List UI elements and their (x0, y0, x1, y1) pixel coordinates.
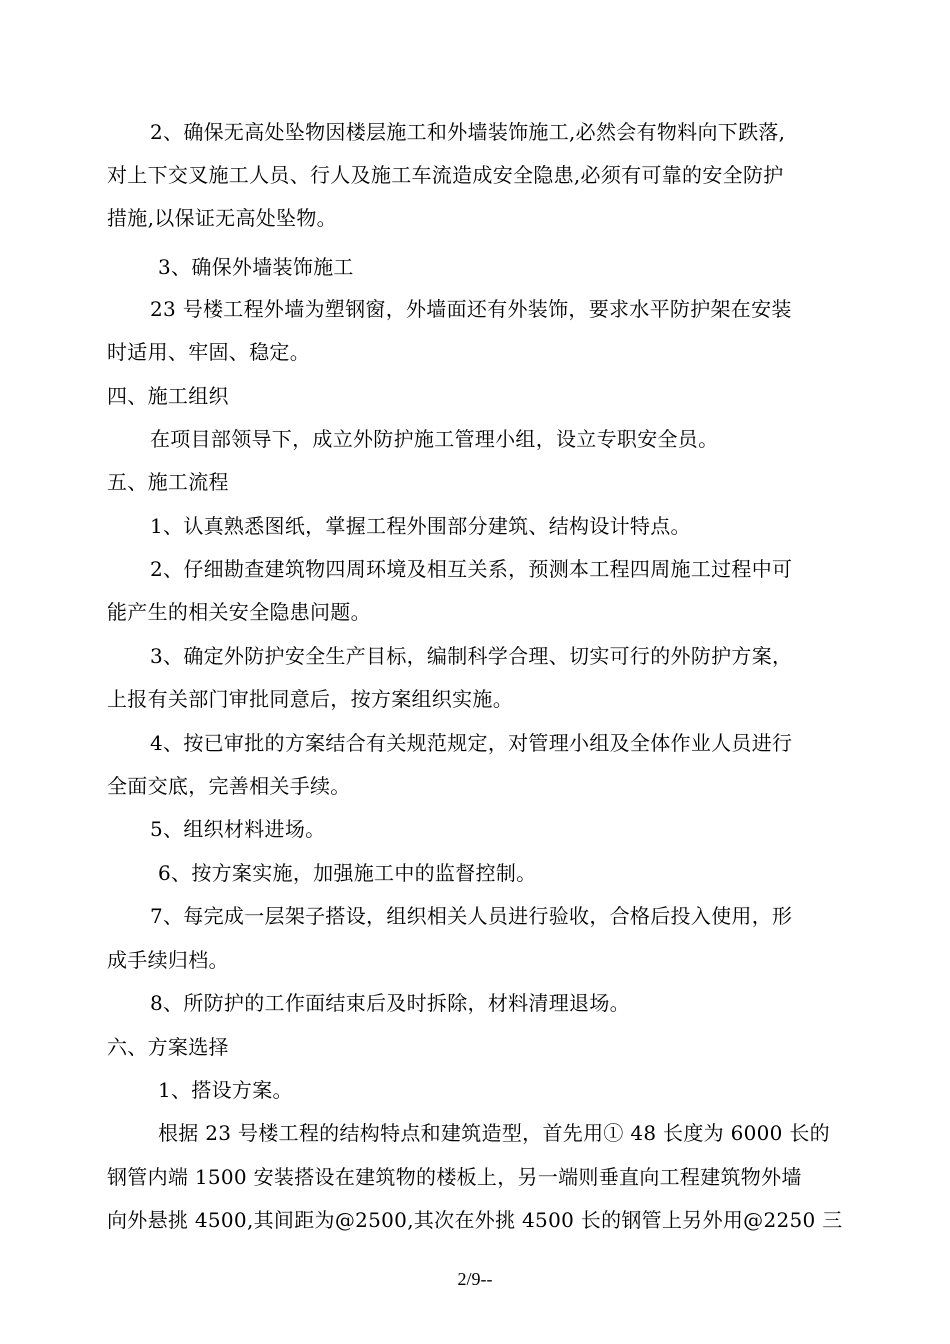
paragraph-line: 在项目部领导下，成立外防护施工管理小组，设立专职安全员。 (150, 427, 719, 451)
page-number-footer: 2/9-- (457, 1269, 493, 1289)
paragraph-line: 钢管内端 1500 安装搭设在建筑物的楼板上，另一端则垂直向工程建筑物外墙 (107, 1165, 802, 1189)
section-heading: 四、施工组织 (107, 384, 229, 408)
paragraph-line: 4、按已审批的方案结合有关规范规定，对管理小组及全体作业人员进行 (150, 731, 793, 755)
paragraph-line: 2、确保无高处坠物因楼层施工和外墙装饰施工,必然会有物料向下跌落, (150, 120, 786, 144)
paragraph-line: 7、每完成一层架子搭设，组织相关人员进行验收，合格后投入使用，形 (150, 904, 793, 928)
paragraph-line: 5、组织材料进场。 (150, 817, 326, 841)
paragraph-line: 3、确保外墙装饰施工 (158, 255, 354, 279)
paragraph-line: 3、确定外防护安全生产目标，编制科学合理、切实可行的外防护方案， (150, 644, 793, 668)
paragraph-line: 对上下交叉施工人员、行人及施工车流造成安全隐患,必须有可靠的安全防护 (107, 163, 784, 187)
paragraph-line: 1、认真熟悉图纸，掌握工程外围部分建筑、结构设计特点。 (150, 514, 691, 538)
paragraph-line: 能产生的相关安全隐患问题。 (107, 600, 371, 624)
paragraph-line: 措施,以保证无高处坠物。 (107, 206, 337, 230)
paragraph-line: 根据 23 号楼工程的结构特点和建筑造型，首先用① 48 长度为 6000 长的 (158, 1121, 830, 1145)
paragraph-line: 23 号楼工程外墙为塑钢窗，外墙面还有外装饰，要求水平防护架在安装 (150, 297, 792, 321)
paragraph-line: 2、仔细勘查建筑物四周环境及相互关系，预测本工程四周施工过程中可 (150, 557, 793, 581)
paragraph-line: 成手续归档。 (107, 948, 229, 972)
paragraph-line: 8、所防护的工作面结束后及时拆除，材料清理退场。 (150, 991, 630, 1015)
paragraph-line: 时适用、牢固、稳定。 (107, 340, 310, 364)
paragraph-line: 全面交底，完善相关手续。 (107, 774, 351, 798)
section-heading: 六、方案选择 (107, 1035, 229, 1059)
paragraph-line: 1、搭设方案。 (158, 1078, 293, 1102)
paragraph-line: 上报有关部门审批同意后，按方案组织实施。 (107, 687, 513, 711)
paragraph-line: 向外悬挑 4500,其间距为@2500,其次在外挑 4500 长的钢管上另外用@2250 三 (107, 1208, 843, 1232)
paragraph-line: 6、按方案实施，加强施工中的监督控制。 (158, 861, 537, 885)
section-heading: 五、施工流程 (107, 470, 229, 494)
